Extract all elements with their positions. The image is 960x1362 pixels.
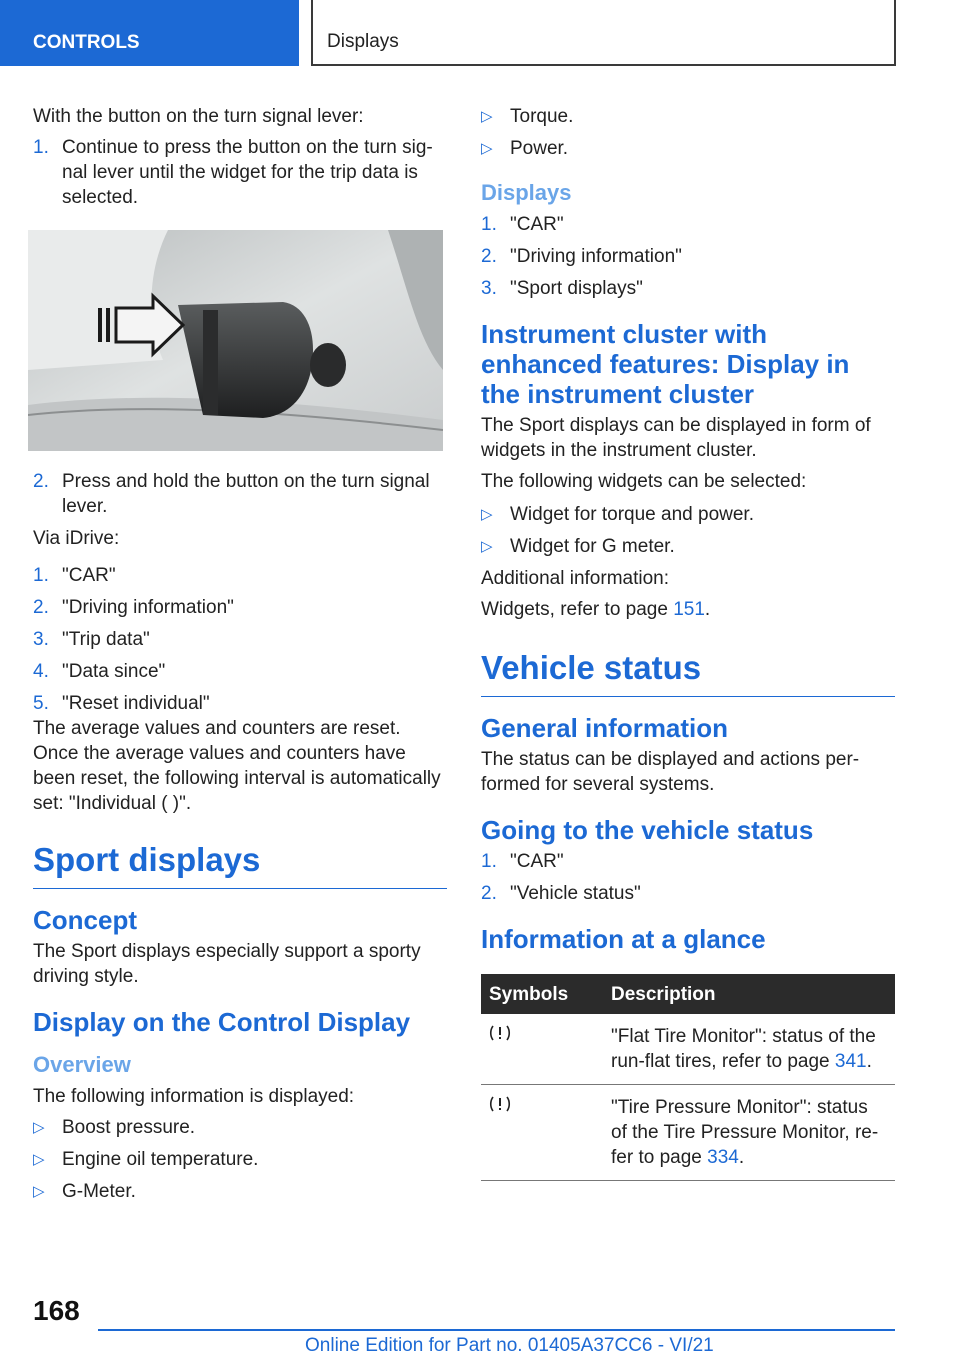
- list-item: [481, 534, 895, 559]
- list-item: [33, 1115, 447, 1140]
- additional-info-label: Additional information:: [481, 568, 669, 589]
- description-cell: [603, 1014, 895, 1085]
- list-item: [481, 136, 895, 161]
- triangle-bullet-icon: ▷: [481, 140, 493, 157]
- list-item: [33, 659, 447, 684]
- list-number: 3.: [481, 278, 497, 299]
- list-text: Press and hold the button on the turn signal lever.: [62, 471, 430, 517]
- list-item: [33, 563, 447, 588]
- heading-vehicle-status: Vehicle status: [481, 648, 895, 697]
- list-item: [481, 881, 895, 906]
- page-link-334[interactable]: 334: [707, 1147, 739, 1168]
- heading-going-to-status: Going to the vehicle status: [481, 815, 814, 845]
- list-item: [481, 212, 895, 237]
- heading-sport-displays: Sport displays: [33, 840, 447, 889]
- list-number: 2.: [33, 471, 49, 492]
- list-item: [33, 469, 447, 519]
- table-header-row: [481, 974, 895, 1014]
- overview-list: [33, 1115, 447, 1204]
- cluster-text: The Sport displays can be displayed in form of widgets in the instrument cluster.: [481, 415, 871, 461]
- list-text: Power.: [510, 138, 569, 159]
- table-row: [481, 1085, 895, 1181]
- list-text: G-Meter.: [62, 1181, 136, 1202]
- list-number: 2.: [481, 246, 497, 267]
- list-number: 3.: [33, 629, 49, 650]
- list-text: Torque.: [510, 106, 574, 127]
- list-number: 1.: [481, 214, 497, 235]
- triangle-bullet-icon: ▷: [481, 506, 493, 523]
- displays-steps-list: [481, 212, 895, 301]
- description-text: "Tire Pressure Monitor": status of the Tire Pressure Monitor, re‐ fer to page: [611, 1097, 879, 1168]
- triangle-bullet-icon: ▷: [33, 1183, 45, 1200]
- intro-text: With the button on the turn signal lever:: [33, 106, 364, 127]
- concept-text: The Sport displays especially support a sporty driving style.: [33, 941, 421, 987]
- triangle-bullet-icon: ▷: [33, 1119, 45, 1136]
- reset-text: The average values and counters are reset. Once the average values and counters have been reset, the following interval is automatically set: "Individual ( )".: [33, 718, 441, 814]
- page-number: 168: [33, 1295, 80, 1326]
- table-row: [481, 1014, 895, 1085]
- list-number: 5.: [33, 693, 49, 714]
- symbols-table: [481, 974, 895, 1181]
- list-item: [481, 244, 895, 269]
- list-text: "Trip data": [62, 629, 150, 650]
- description-text: "Flat Tire Monitor": status of the run-flat tires, refer to page: [611, 1026, 876, 1072]
- widgets-ref-post: .: [704, 599, 711, 620]
- list-item: [33, 627, 447, 652]
- heading-control-display: Display on the Control Display: [33, 1007, 411, 1037]
- widgets-list: [481, 502, 895, 559]
- footer-divider: [98, 1329, 895, 1331]
- list-text: Engine oil temperature.: [62, 1149, 259, 1170]
- list-number: 2.: [481, 883, 497, 904]
- widgets-ref-text: Widgets, refer to page: [481, 599, 674, 620]
- triangle-bullet-icon: ▷: [481, 538, 493, 555]
- description-cell: [603, 1085, 895, 1181]
- column-header-symbols: Symbols: [481, 974, 603, 1014]
- section-tab: CONTROLS: [0, 0, 299, 66]
- widgets-intro: The following widgets can be selected:: [481, 471, 807, 492]
- list-number: 1.: [33, 137, 49, 158]
- steps-list-b: [33, 469, 447, 519]
- column-header-description: Description: [603, 974, 895, 1014]
- list-item: [33, 1179, 447, 1204]
- description-post: .: [866, 1051, 872, 1072]
- widgets-reference: [481, 597, 895, 622]
- list-text: "Driving information": [62, 597, 234, 618]
- triangle-bullet-icon: ▷: [481, 108, 493, 125]
- list-number: 1.: [33, 565, 49, 586]
- heading-general-information: General information: [481, 713, 729, 743]
- list-text: Widget for G meter.: [510, 536, 675, 557]
- symbol-cell: [481, 1014, 603, 1085]
- heading-concept: Concept: [33, 905, 137, 935]
- via-idrive-label: Via iDrive:: [33, 528, 120, 549]
- list-text: Boost pressure.: [62, 1117, 196, 1138]
- turn-signal-lever-photo: [28, 230, 443, 451]
- symbol-cell: [481, 1085, 603, 1181]
- going-steps-list: [481, 849, 895, 906]
- list-text: "CAR": [510, 851, 564, 872]
- list-text: "CAR": [510, 214, 564, 235]
- heading-information-glance: Information at a glance: [481, 924, 766, 954]
- left-column: [33, 104, 447, 1211]
- list-item: [33, 595, 447, 620]
- list-number: 1.: [481, 851, 497, 872]
- chapter-title: Displays: [311, 0, 896, 66]
- list-text: Continue to press the button on the turn sig‐ nal lever until the widget for the trip data is selected.: [62, 137, 433, 208]
- tire-warning-icon: [489, 1095, 511, 1113]
- list-text: "Vehicle status": [510, 883, 641, 904]
- page-link-151[interactable]: 151: [673, 599, 705, 620]
- page-link-341[interactable]: 341: [834, 1051, 867, 1072]
- list-text: "Driving information": [510, 246, 682, 267]
- tire-warning-icon: [489, 1024, 511, 1042]
- list-item: [481, 502, 895, 527]
- heading-displays: Displays: [481, 180, 572, 205]
- list-text: Widget for torque and power.: [510, 504, 754, 525]
- description-post: .: [738, 1147, 745, 1168]
- list-text: "Data since": [62, 661, 166, 682]
- list-item: [33, 135, 447, 210]
- right-column: [481, 104, 895, 1181]
- idrive-steps-list: [33, 563, 447, 716]
- list-text: "Sport displays": [510, 278, 643, 299]
- list-item: [33, 691, 447, 716]
- footer-edition: Online Edition for Part no. 01405A37CC6 - VI/21: [305, 1335, 714, 1356]
- list-item: [33, 1147, 447, 1172]
- steps-list-a: [33, 135, 447, 210]
- heading-instrument-cluster: Instrument cluster with enhanced features: Display in the instrument cluster: [481, 319, 850, 409]
- heading-overview: Overview: [33, 1052, 131, 1077]
- general-text: The status can be displayed and actions per‐ formed for several systems.: [481, 749, 860, 795]
- continued-list: [481, 104, 895, 161]
- list-number: 2.: [33, 597, 49, 618]
- list-text: "CAR": [62, 565, 116, 586]
- triangle-bullet-icon: ▷: [33, 1151, 45, 1168]
- list-item: [481, 276, 895, 301]
- overview-text: The following information is displayed:: [33, 1086, 355, 1107]
- list-item: [481, 104, 895, 129]
- list-item: [481, 849, 895, 874]
- list-number: 4.: [33, 661, 49, 682]
- list-text: "Reset individual": [62, 693, 210, 714]
